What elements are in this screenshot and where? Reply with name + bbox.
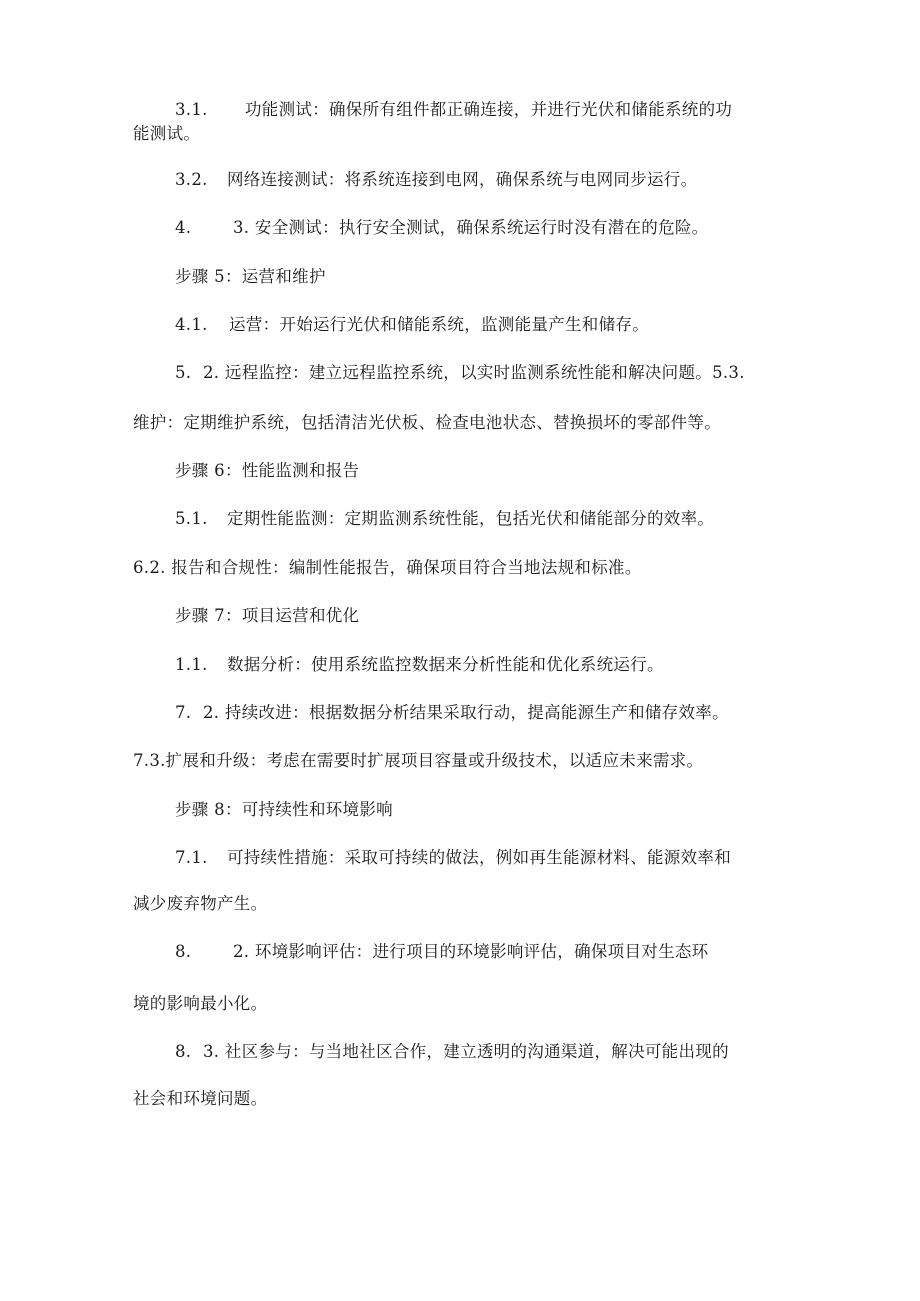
item-number: 1.1. xyxy=(175,655,208,674)
paragraph-8-3 xyxy=(175,1041,729,1063)
paragraph-3-1-continued: 能测试。 xyxy=(133,124,201,143)
step-7-heading: 步骤 7：项目运营和优化 xyxy=(175,606,360,625)
item-number: 3.2. xyxy=(175,170,208,189)
paragraph-text: 功能测试：确保所有组件都正确连接，并进行光伏和储能系统的功 xyxy=(245,100,733,119)
paragraph-5-1 xyxy=(175,508,714,530)
paragraph-1-1 xyxy=(175,654,664,676)
paragraph-text: 2. 持续改进：根据数据分析结果采取行动，提高能源生产和储存效率。 xyxy=(203,703,729,722)
paragraph-7-2 xyxy=(175,702,729,724)
item-number: 4.1. xyxy=(175,315,208,334)
item-number: 4. xyxy=(175,218,192,237)
paragraph-5-3-continued: 维护：定期维护系统，包括清洁光伏板、检查电池状态、替换损坏的零部件等。 xyxy=(133,413,721,432)
paragraph-text: 3. 安全测试：执行安全测试，确保系统运行时没有潜在的危险。 xyxy=(233,218,709,237)
paragraph-3-2 xyxy=(175,169,697,191)
paragraph-text: 数据分析：使用系统监控数据来分析性能和优化系统运行。 xyxy=(227,655,664,674)
paragraph-4 xyxy=(175,217,709,239)
step-8-heading: 步骤 8：可持续性和环境影响 xyxy=(175,800,393,819)
step-6-heading: 步骤 6：性能监测和报告 xyxy=(175,461,360,480)
paragraph-text: 网络连接测试：将系统连接到电网，确保系统与电网同步运行。 xyxy=(227,170,698,189)
paragraph-text: 定期性能监测：定期监测系统性能，包括光伏和储能部分的效率。 xyxy=(227,509,715,528)
paragraph-text: 3. 社区参与：与当地社区合作，建立透明的沟通渠道，解决可能出现的 xyxy=(203,1042,729,1061)
paragraph-6-2: 6.2. 报告和合规性：编制性能报告，确保项目符合当地法规和标准。 xyxy=(133,558,642,577)
paragraph-text: 运营：开始运行光伏和储能系统，监测能量产生和储存。 xyxy=(229,315,649,334)
item-number: 3.1. xyxy=(175,100,208,119)
paragraph-8-2-continued: 境的影响最小化。 xyxy=(133,994,268,1013)
item-number: 7.1. xyxy=(175,848,208,867)
item-number: 5. xyxy=(175,363,192,382)
paragraph-8-2 xyxy=(175,941,709,963)
paragraph-3-1 xyxy=(175,99,732,121)
paragraph-7-1 xyxy=(175,847,731,869)
step-5-heading: 步骤 5：运营和维护 xyxy=(175,267,326,286)
paragraph-5-2 xyxy=(175,362,745,384)
paragraph-8-3-continued: 社会和环境问题。 xyxy=(133,1089,268,1108)
paragraph-4-1 xyxy=(175,314,649,336)
item-number: 5.1. xyxy=(175,509,208,528)
item-number: 7. xyxy=(175,703,192,722)
paragraph-7-3: 7.3.扩展和升级：考虑在需要时扩展项目容量或升级技术，以适应未来需求。 xyxy=(133,751,704,770)
paragraph-text: 可持续性措施：采取可持续的做法，例如再生能源材料、能源效率和 xyxy=(227,848,731,867)
item-number: 8. xyxy=(175,1042,192,1061)
item-number: 8. xyxy=(175,942,192,961)
paragraph-text: 2. 环境影响评估：进行项目的环境影响评估，确保项目对生态环 xyxy=(233,942,709,961)
paragraph-text: 2. 远程监控：建立远程监控系统，以实时监测系统性能和解决问题。5.3. xyxy=(203,363,745,382)
paragraph-7-1-continued: 减少废弃物产生。 xyxy=(133,894,268,913)
